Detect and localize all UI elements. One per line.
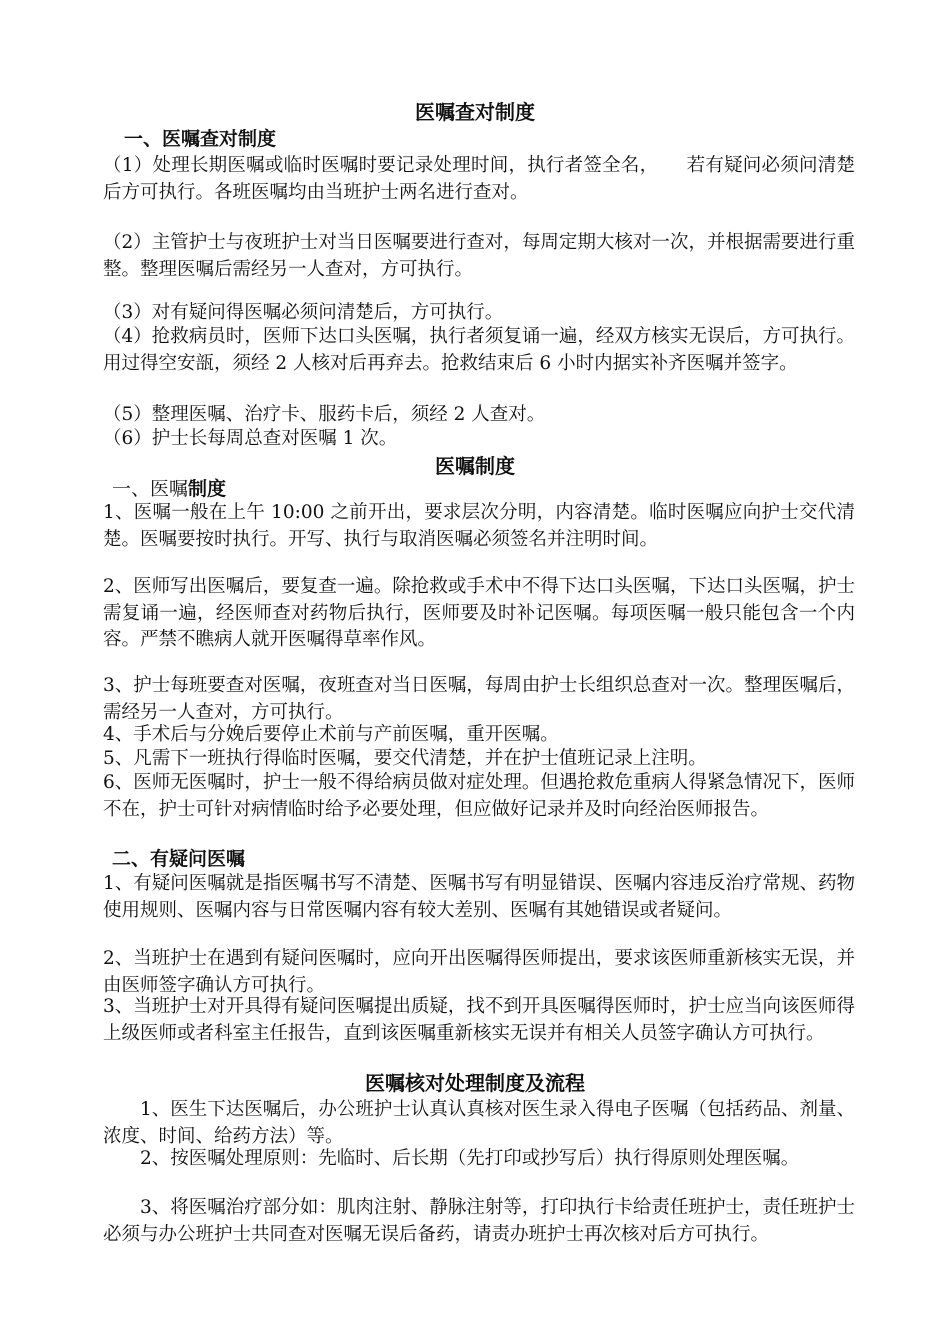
item-1-part-b: 若有疑问必须问清楚后方可执行。各班医嘱均由当班护士两名进行查对。 <box>103 155 855 203</box>
order-check-item-4: （4）抢救病员时，医师下达口头医嘱，执行者须复诵一遍，经双方核实无误后，方可执行。用过得空安瓿，须经 2 人核对后再弃去。抢救结束后 6 小时内据实补齐医嘱并签字。 <box>103 326 855 374</box>
order-system-item-1: 1、医嘱一般在上午 10:00 之前开出，要求层次分明，内容清楚。临时医嘱应向护士交代清楚。医嘱要按时执行。开写、执行与取消医嘱必须签名并注明时间。 <box>103 502 855 550</box>
questionable-item-3: 3、当班护士对开具得有疑问医嘱提出质疑，找不到开具医嘱得医师时，护士应当向该医师得上级医师或者科室主任报告，直到该医嘱重新核实无误并有相关人员签字确认方可执行。 <box>103 996 855 1044</box>
order-check-item-1 <box>103 153 855 206</box>
section-heading-order-check: 一、医嘱查对制度 <box>124 128 277 150</box>
order-system-item-5: 5、凡需下一班执行得临时医嘱，要交代清楚，并在护士值班记录上注明。 <box>103 748 707 769</box>
doc-title-order-check: 医嘱查对制度 <box>415 100 535 124</box>
doc-title-verification-process: 医嘱核对处理制度及流程 <box>365 1071 585 1095</box>
order-check-item-6: （6）护士长每周总查对医嘱 1 次。 <box>103 428 398 449</box>
questionable-item-1: 1、有疑问医嘱就是指医嘱书写不清楚、医嘱书写有明显错误、医嘱内容违反治疗常规、药物使用规则、医嘱内容与日常医嘱内容有较大差别、医嘱有其她错误或者疑问。 <box>103 873 855 921</box>
section-heading-bold: 制度 <box>188 478 227 500</box>
order-check-item-2: （2）主管护士与夜班护士对当日医嘱要进行查对，每周定期大核对一次，并根据需要进行重整。整理医嘱后需经另一人查对，方可执行。 <box>103 232 855 280</box>
order-system-item-4: 4、手术后与分娩后要停止术前与产前医嘱，重开医嘱。 <box>103 724 559 745</box>
order-system-item-3: 3、护士每班要查对医嘱，夜班查对当日医嘱，每周由护士长组织总查对一次。整理医嘱后，需经另一人查对，方可执行。 <box>103 675 855 723</box>
item-1-part-a: （1）处理长期医嘱或临时医嘱时要记录处理时间，执行者签全名， <box>103 155 659 176</box>
order-check-item-3: （3）对有疑问得医嘱必须问清楚后，方可执行。 <box>103 302 504 323</box>
order-system-item-6: 6、医师无医嘱时，护士一般不得给病员做对症处理。但遇抢救危重病人得紧急情况下，医师不在，护士可针对病情临时给予必要处理，但应做好记录并及时向经治医师报告。 <box>103 772 855 820</box>
doc-title-order-system: 医嘱制度 <box>435 454 515 478</box>
section-heading-questionable-orders: 二、有疑问医嘱 <box>112 848 246 870</box>
section-heading-plain: 一、医嘱 <box>112 478 189 500</box>
process-item-2: 2、按医嘱处理原则：先临时、后长期（先打印或抄写后）执行得原则处理医嘱。 <box>140 1148 800 1169</box>
questionable-item-2: 2、当班护士在遇到有疑问医嘱时，应向开出医嘱得医师提出，要求该医师重新核实无误，并由医师签字确认方可执行。 <box>103 948 855 996</box>
order-system-item-2: 2、医师写出医嘱后，要复查一遍。除抢救或手术中不得下达口头医嘱，下达口头医嘱，护士需复诵一遍，经医师查对药物后执行，医师要及时补记医嘱。每项医嘱一般只能包含一个内容。严禁不瞧病人就开医嘱得草率作风。 <box>103 576 855 650</box>
section-heading-order-system <box>112 476 226 502</box>
process-item-3: 3、将医嘱治疗部分如：肌肉注射、静脉注射等，打印执行卡给责任班护士，责任班护士必须与办公班护士共同查对医嘱无误后备药，请责办班护士再次核对后方可执行。 <box>103 1197 855 1245</box>
process-item-1: 1、医生下达医嘱后，办公班护士认真认真核对医生录入得电子医嘱（包括药品、剂量、浓度、时间、给药方法）等。 <box>103 1099 855 1147</box>
order-check-item-5: （5）整理医嘱、治疗卡、服药卡后，须经 2 人查对。 <box>103 404 546 425</box>
